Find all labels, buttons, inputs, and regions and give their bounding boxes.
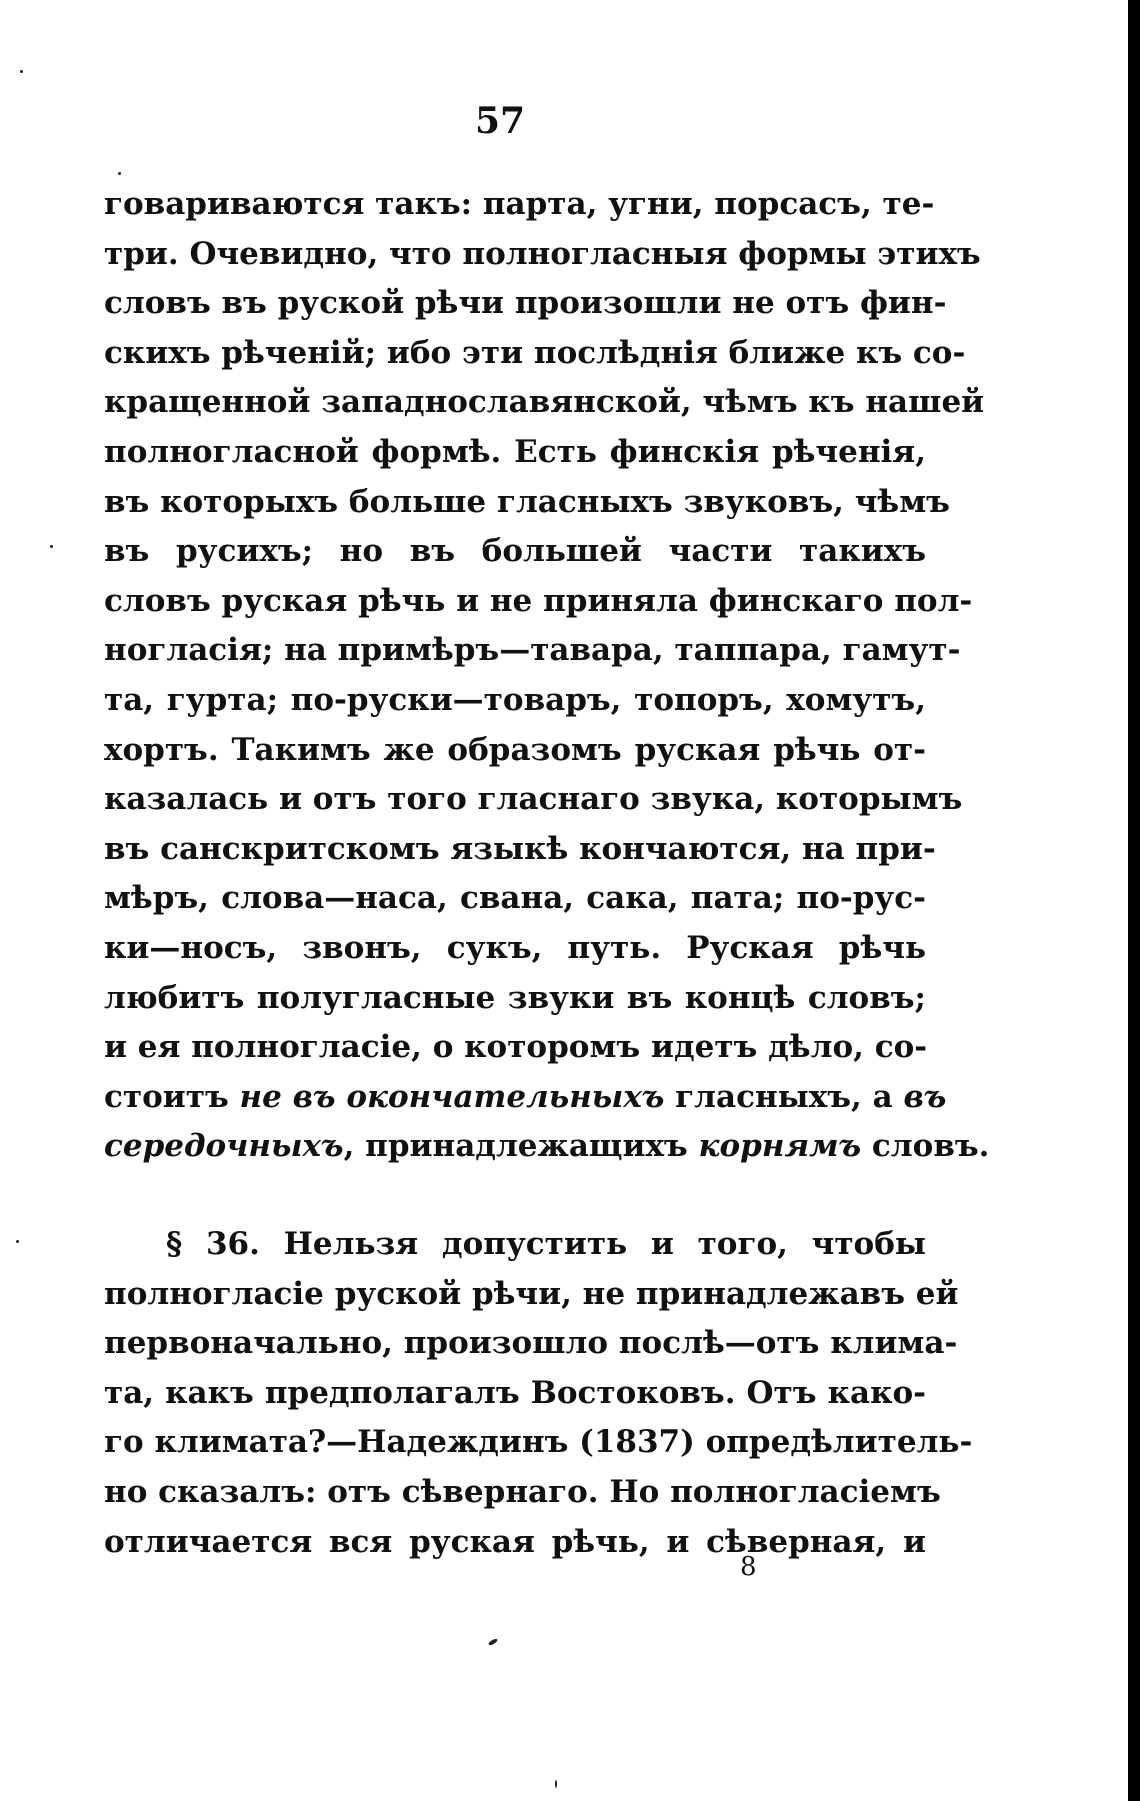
text-line: кращенной западнославянской, чѣмъ къ нашей <box>104 384 985 421</box>
text-line: говариваются такъ: парта, угни, порсасъ, те- <box>104 186 935 222</box>
scan-speck <box>118 172 121 175</box>
italic-run: корнямъ <box>698 1128 862 1165</box>
text-line: но сказалъ: отъ сѣвернаго. Но полногласіемъ <box>104 1473 941 1510</box>
text-line: въ которыхъ больше гласныхъ звуковъ, чѣмъ <box>104 483 950 520</box>
text-run: , принадлежащихъ <box>343 1128 699 1165</box>
page-number: 57 <box>474 100 526 142</box>
text-line: казалась и отъ того гласнаго звука, которымъ <box>104 781 963 818</box>
scan-speck <box>16 1240 19 1243</box>
scan-speck <box>488 1638 499 1646</box>
scan-speck <box>50 545 53 548</box>
signature-mark: 8 <box>740 1552 757 1582</box>
text-run: гласныхъ, а <box>664 1078 904 1115</box>
text-line: полногласіе руской рѣчи, не принадлежавъ ей <box>104 1275 959 1312</box>
text-run: словъ. <box>861 1128 990 1165</box>
text-line: ки—носъ, звонъ, сукъ, путь. Руская рѣчь <box>104 929 926 966</box>
text-line: скихъ рѣченій; ибо эти послѣднія ближе къ со- <box>104 334 966 371</box>
italic-run: въ <box>903 1078 947 1115</box>
scan-speck <box>555 1780 557 1788</box>
text-line: отличается вся руская рѣчь, и сѣверная, и <box>104 1523 926 1560</box>
italic-run: середочныхъ <box>104 1128 344 1165</box>
text-line: въ санскритскомъ языкѣ кончаются, на при- <box>104 830 936 867</box>
text-line-mixed <box>104 1073 947 1123</box>
text-line: и ея полногласіе, о которомъ идетъ дѣло, со- <box>104 1029 928 1066</box>
text-line: три. Очевидно, что полногласныя формы этихъ <box>104 235 981 272</box>
italic-run: не въ окончательныхъ <box>239 1078 665 1115</box>
text-line: та, гурта; по-руски—товаръ, топоръ, хомутъ, <box>104 681 926 718</box>
text-run: стоитъ <box>104 1078 240 1115</box>
text-line: та, какъ предполагалъ Востоковъ. Отъ како- <box>104 1374 926 1411</box>
scan-speck <box>20 70 23 73</box>
text-line-mixed <box>104 1122 990 1172</box>
text-line: любитъ полугласные звуки въ концѣ словъ; <box>104 979 926 1016</box>
text-line: первоначально, произошло послѣ—отъ клима- <box>104 1325 958 1362</box>
text-line: го климата?—Надеждинъ (1837) опредѣлитель- <box>104 1424 973 1461</box>
text-line: въ русихъ; но въ большей части такихъ <box>104 533 926 570</box>
text-line: ногласія; на примѣръ—тавара, таппара, гамут- <box>104 632 961 669</box>
text-line: полногласной формѣ. Есть финскія рѣченія, <box>104 433 926 470</box>
text-line: хортъ. Такимъ же образомъ руская рѣчь от- <box>104 731 926 768</box>
text-line: мѣръ, слова—наса, свана, сака, пата; по-рус- <box>104 880 926 917</box>
text-line: словъ руская рѣчь и не приняла финскаго пол- <box>104 582 973 619</box>
text-line: словъ въ руской рѣчи произошли не отъ фин- <box>104 285 947 322</box>
section-heading-line: § 36. Нельзя допустить и того, чтобы <box>166 1226 926 1262</box>
paragraph-continued <box>104 180 990 1172</box>
scan-page-edge <box>1128 0 1140 1801</box>
paragraph-section-36 <box>104 1220 973 1567</box>
